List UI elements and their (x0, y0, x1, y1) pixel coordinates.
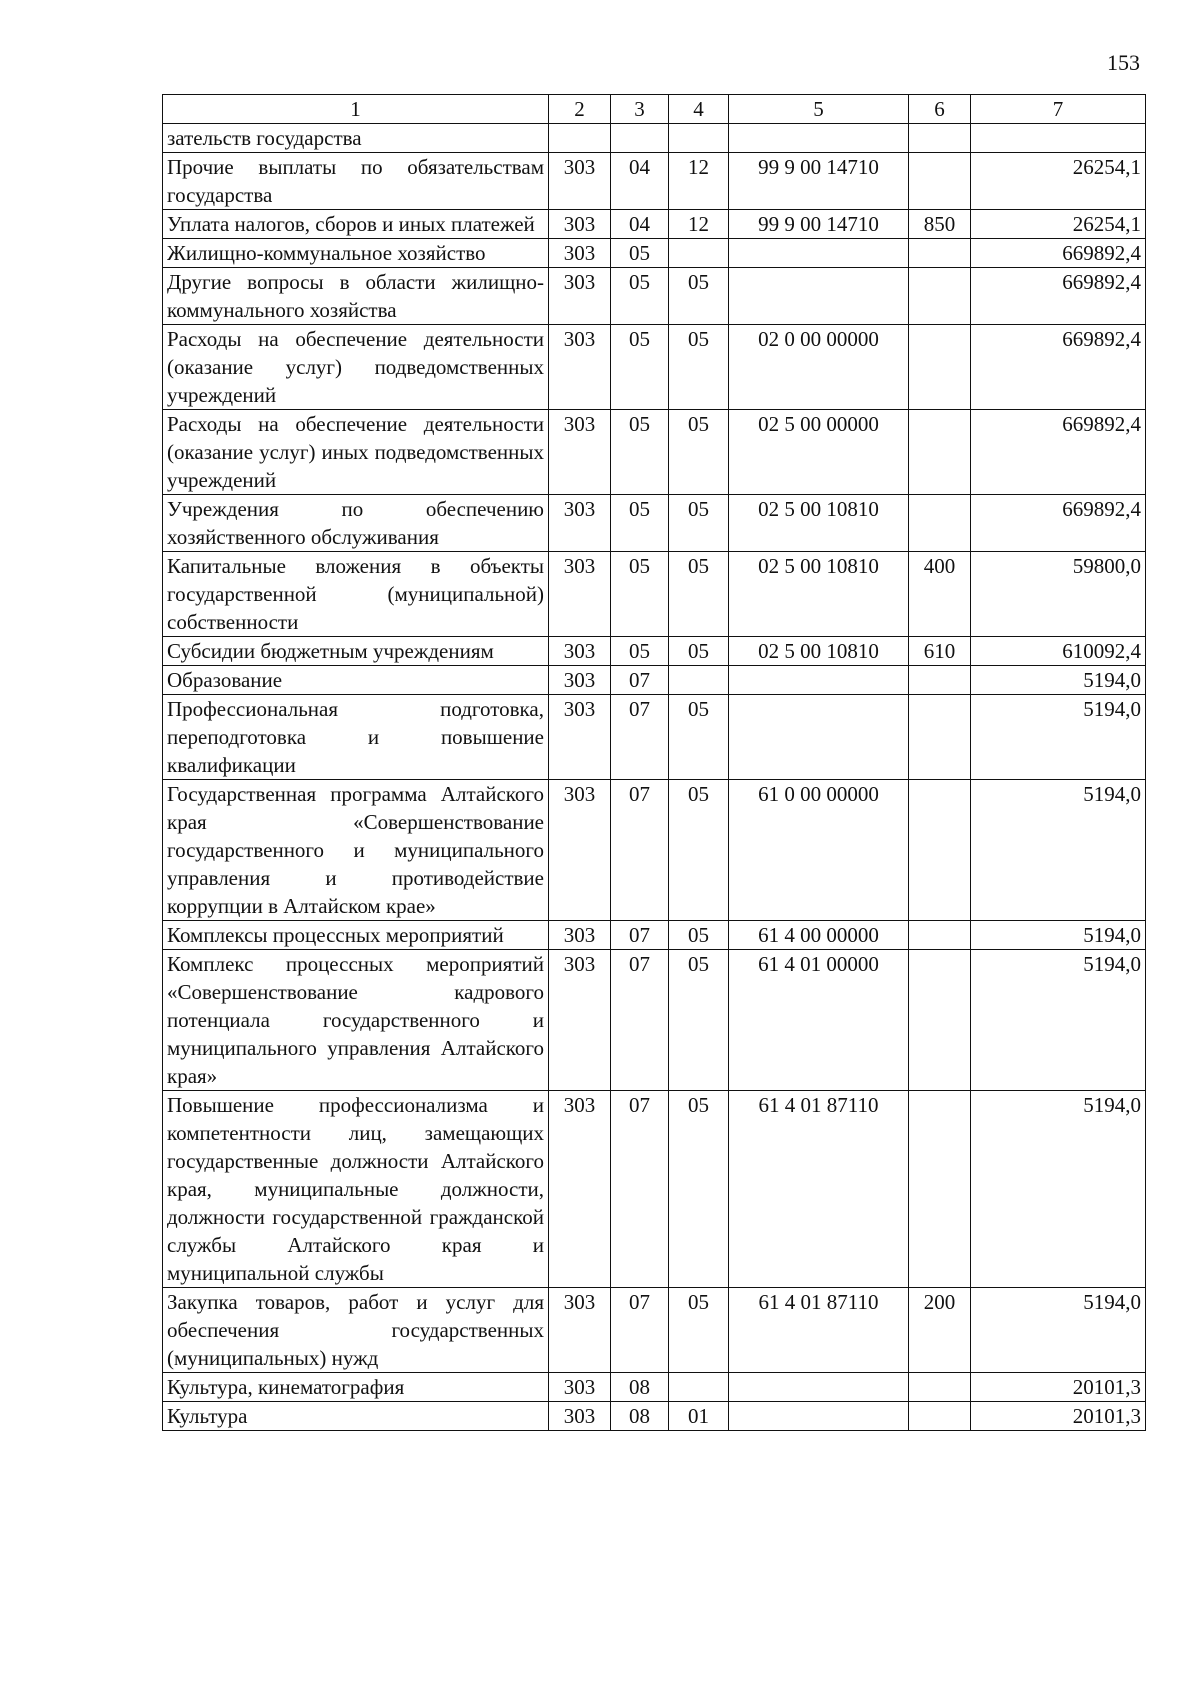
cell-subsection-code: 05 (669, 1288, 729, 1373)
cell-item-name: Комплексы процессных мероприятий (163, 921, 549, 950)
table-row (163, 666, 1146, 695)
cell-subsection-code: 12 (669, 210, 729, 239)
cell-subsection-code: 05 (669, 950, 729, 1091)
cell-section-code: 05 (611, 268, 669, 325)
cell-ministry-code: 303 (549, 921, 611, 950)
cell-amount: 5194,0 (971, 695, 1146, 780)
cell-expense-type-code (909, 239, 971, 268)
cell-amount: 20101,3 (971, 1373, 1146, 1402)
cell-item-name: Капитальные вложения в объекты государственной (муниципальной) собственности (163, 552, 549, 637)
cell-subsection-code: 05 (669, 637, 729, 666)
table-row (163, 495, 1146, 552)
table-row (163, 637, 1146, 666)
cell-expense-type-code (909, 695, 971, 780)
cell-ministry-code: 303 (549, 153, 611, 210)
cell-subsection-code (669, 124, 729, 153)
cell-expense-type-code (909, 153, 971, 210)
cell-ministry-code: 303 (549, 1373, 611, 1402)
cell-expense-type-code (909, 325, 971, 410)
cell-ministry-code: 303 (549, 410, 611, 495)
cell-target-article-code (729, 124, 909, 153)
cell-amount: 5194,0 (971, 1288, 1146, 1373)
cell-ministry-code: 303 (549, 950, 611, 1091)
cell-item-name: Культура (163, 1402, 549, 1431)
cell-item-name: Учреждения по обеспечению хозяйственного обслуживания (163, 495, 549, 552)
table-row (163, 1288, 1146, 1373)
cell-expense-type-code (909, 410, 971, 495)
cell-ministry-code: 303 (549, 325, 611, 410)
cell-ministry-code: 303 (549, 268, 611, 325)
cell-item-name: Другие вопросы в области жилищно-коммунального хозяйства (163, 268, 549, 325)
cell-section-code: 08 (611, 1373, 669, 1402)
cell-amount: 5194,0 (971, 1091, 1146, 1288)
column-header: 6 (909, 95, 971, 124)
table-row (163, 1091, 1146, 1288)
cell-ministry-code: 303 (549, 695, 611, 780)
table-row (163, 1402, 1146, 1431)
cell-expense-type-code (909, 1091, 971, 1288)
cell-amount: 669892,4 (971, 268, 1146, 325)
table-header-row (163, 95, 1146, 124)
cell-item-name: Образование (163, 666, 549, 695)
table-row (163, 695, 1146, 780)
cell-target-article-code: 02 5 00 10810 (729, 552, 909, 637)
table-row (163, 124, 1146, 153)
cell-ministry-code: 303 (549, 1402, 611, 1431)
cell-target-article-code: 61 4 01 87110 (729, 1288, 909, 1373)
column-header: 2 (549, 95, 611, 124)
cell-section-code: 04 (611, 210, 669, 239)
cell-item-name: Жилищно-коммунальное хозяйство (163, 239, 549, 268)
cell-ministry-code: 303 (549, 239, 611, 268)
cell-section-code: 07 (611, 950, 669, 1091)
cell-subsection-code: 12 (669, 153, 729, 210)
cell-ministry-code (549, 124, 611, 153)
cell-subsection-code (669, 666, 729, 695)
cell-ministry-code: 303 (549, 495, 611, 552)
cell-subsection-code: 05 (669, 552, 729, 637)
cell-section-code: 07 (611, 780, 669, 921)
column-header: 7 (971, 95, 1146, 124)
cell-amount: 26254,1 (971, 153, 1146, 210)
table-row (163, 210, 1146, 239)
cell-expense-type-code (909, 780, 971, 921)
cell-target-article-code: 61 4 01 87110 (729, 1091, 909, 1288)
cell-item-name: Субсидии бюджетным учреждениям (163, 637, 549, 666)
table-row (163, 780, 1146, 921)
cell-expense-type-code: 610 (909, 637, 971, 666)
cell-expense-type-code (909, 1402, 971, 1431)
table-row (163, 153, 1146, 210)
cell-expense-type-code (909, 1373, 971, 1402)
cell-item-name: Профессиональная подготовка, переподготовка и повышение квалификации (163, 695, 549, 780)
cell-item-name: Расходы на обеспечение деятельности (оказание услуг) иных подведомственных учреждений (163, 410, 549, 495)
cell-amount: 5194,0 (971, 666, 1146, 695)
cell-amount: 59800,0 (971, 552, 1146, 637)
cell-expense-type-code (909, 124, 971, 153)
cell-section-code: 04 (611, 153, 669, 210)
cell-section-code: 07 (611, 1288, 669, 1373)
table-row (163, 950, 1146, 1091)
table-row (163, 239, 1146, 268)
cell-item-name: Закупка товаров, работ и услуг для обеспечения государственных (муниципальных) нужд (163, 1288, 549, 1373)
cell-section-code: 08 (611, 1402, 669, 1431)
cell-ministry-code: 303 (549, 637, 611, 666)
cell-expense-type-code: 200 (909, 1288, 971, 1373)
cell-item-name: Комплекс процессных мероприятий «Совершенствование кадрового потенциала государственного и муниципального управления Алтайского края» (163, 950, 549, 1091)
page-number: 153 (1107, 50, 1140, 75)
cell-section-code: 05 (611, 495, 669, 552)
cell-section-code: 05 (611, 239, 669, 268)
table-row (163, 552, 1146, 637)
cell-subsection-code (669, 1373, 729, 1402)
cell-section-code: 05 (611, 325, 669, 410)
cell-amount: 669892,4 (971, 325, 1146, 410)
cell-target-article-code: 99 9 00 14710 (729, 153, 909, 210)
cell-ministry-code: 303 (549, 1288, 611, 1373)
cell-target-article-code: 02 5 00 10810 (729, 637, 909, 666)
cell-section-code: 05 (611, 552, 669, 637)
cell-subsection-code: 05 (669, 921, 729, 950)
cell-subsection-code: 05 (669, 268, 729, 325)
cell-amount: 669892,4 (971, 410, 1146, 495)
cell-item-name: Расходы на обеспечение деятельности (оказание услуг) подведомственных учреждений (163, 325, 549, 410)
table-row (163, 325, 1146, 410)
cell-expense-type-code (909, 495, 971, 552)
cell-section-code: 05 (611, 410, 669, 495)
cell-target-article-code: 02 5 00 00000 (729, 410, 909, 495)
cell-target-article-code (729, 1373, 909, 1402)
cell-ministry-code: 303 (549, 552, 611, 637)
cell-expense-type-code (909, 666, 971, 695)
cell-target-article-code: 61 0 00 00000 (729, 780, 909, 921)
cell-target-article-code (729, 239, 909, 268)
cell-expense-type-code (909, 950, 971, 1091)
cell-ministry-code: 303 (549, 1091, 611, 1288)
cell-subsection-code: 05 (669, 325, 729, 410)
column-header: 5 (729, 95, 909, 124)
budget-table (162, 94, 1146, 1431)
cell-expense-type-code: 850 (909, 210, 971, 239)
cell-item-name: Культура, кинематография (163, 1373, 549, 1402)
cell-target-article-code (729, 268, 909, 325)
cell-subsection-code: 05 (669, 695, 729, 780)
cell-section-code: 07 (611, 1091, 669, 1288)
cell-amount: 610092,4 (971, 637, 1146, 666)
column-header: 4 (669, 95, 729, 124)
cell-ministry-code: 303 (549, 666, 611, 695)
cell-amount: 669892,4 (971, 495, 1146, 552)
table-body (163, 124, 1146, 1431)
cell-amount: 5194,0 (971, 950, 1146, 1091)
cell-amount: 669892,4 (971, 239, 1146, 268)
cell-target-article-code: 61 4 00 00000 (729, 921, 909, 950)
table-row (163, 1373, 1146, 1402)
cell-ministry-code: 303 (549, 210, 611, 239)
cell-amount: 20101,3 (971, 1402, 1146, 1431)
cell-target-article-code: 02 5 00 10810 (729, 495, 909, 552)
cell-subsection-code: 05 (669, 495, 729, 552)
cell-expense-type-code (909, 268, 971, 325)
column-header: 3 (611, 95, 669, 124)
cell-item-name: зательств государства (163, 124, 549, 153)
cell-section-code: 07 (611, 921, 669, 950)
cell-subsection-code: 05 (669, 1091, 729, 1288)
cell-expense-type-code: 400 (909, 552, 971, 637)
cell-amount: 5194,0 (971, 780, 1146, 921)
cell-section-code (611, 124, 669, 153)
cell-target-article-code (729, 695, 909, 780)
table-row (163, 268, 1146, 325)
table-row (163, 410, 1146, 495)
cell-section-code: 07 (611, 695, 669, 780)
cell-target-article-code: 99 9 00 14710 (729, 210, 909, 239)
cell-target-article-code: 02 0 00 00000 (729, 325, 909, 410)
cell-amount (971, 124, 1146, 153)
cell-subsection-code: 05 (669, 780, 729, 921)
cell-subsection-code: 05 (669, 410, 729, 495)
cell-target-article-code: 61 4 01 00000 (729, 950, 909, 1091)
cell-ministry-code: 303 (549, 780, 611, 921)
cell-amount: 26254,1 (971, 210, 1146, 239)
column-header: 1 (163, 95, 549, 124)
cell-subsection-code (669, 239, 729, 268)
cell-target-article-code (729, 666, 909, 695)
table-row (163, 921, 1146, 950)
cell-section-code: 07 (611, 666, 669, 695)
cell-expense-type-code (909, 921, 971, 950)
cell-subsection-code: 01 (669, 1402, 729, 1431)
cell-target-article-code (729, 1402, 909, 1431)
cell-item-name: Уплата налогов, сборов и иных платежей (163, 210, 549, 239)
cell-item-name: Прочие выплаты по обязательствам государства (163, 153, 549, 210)
cell-item-name: Повышение профессионализма и компетентности лиц, замещающих государственные должности Алтайского края, муниципальные должности, должности государственной гражданской службы Алтайского края и муниципальной службы (163, 1091, 549, 1288)
cell-item-name: Государственная программа Алтайского края «Совершенствование государственного и муниципального управления и противодействие коррупции в Алтайском крае» (163, 780, 549, 921)
cell-amount: 5194,0 (971, 921, 1146, 950)
cell-section-code: 05 (611, 637, 669, 666)
